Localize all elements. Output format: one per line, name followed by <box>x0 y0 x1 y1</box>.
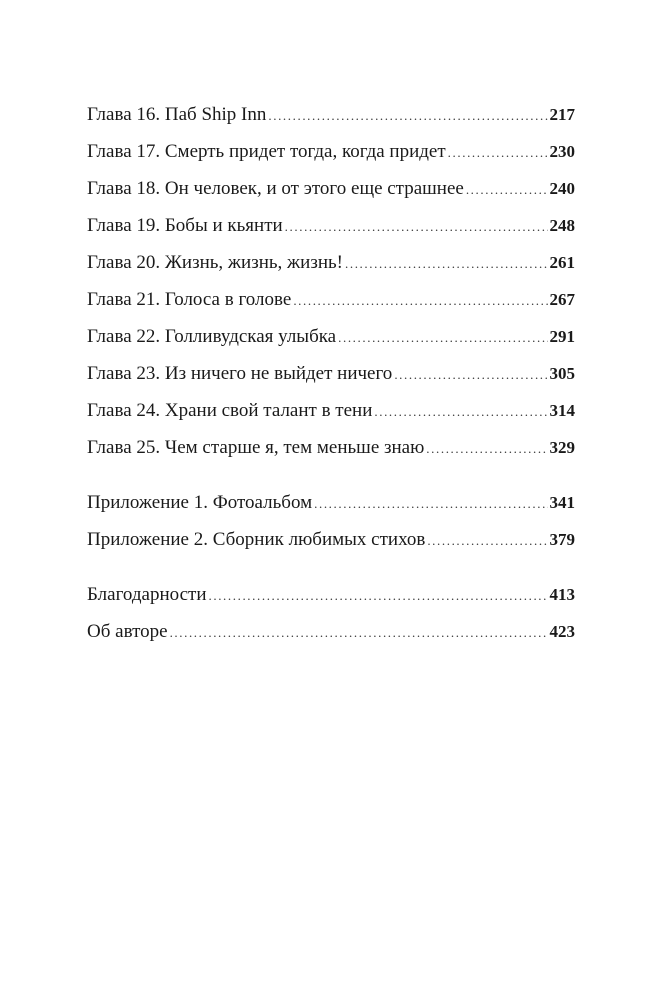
toc-entry-title: Благодарности <box>87 584 207 605</box>
dot-leader <box>345 245 548 282</box>
dot-leader <box>426 430 547 467</box>
toc-entry-title: Глава 24. Храни свой талант в тени <box>87 400 373 421</box>
dot-leader <box>374 393 547 430</box>
toc-entry-page: 261 <box>549 253 575 272</box>
toc-entry-title: Глава 21. Голоса в голове <box>87 289 292 310</box>
appendices-group <box>87 484 575 558</box>
toc-entry-chapter-24 <box>87 392 575 429</box>
toc-entry-chapter-21 <box>87 281 575 318</box>
toc-entry-title: Глава 20. Жизнь, жизнь, жизнь! <box>87 252 343 273</box>
toc-entry-page: 291 <box>549 327 575 346</box>
toc-entry-title: Глава 25. Чем старше я, тем меньше знаю <box>87 437 425 458</box>
toc-entry-page: 341 <box>549 493 575 512</box>
toc-entry-chapter-20 <box>87 244 575 281</box>
toc-entry-page: 267 <box>549 290 575 309</box>
toc-entry-appendix-1 <box>87 484 575 521</box>
toc-entry-title: Глава 18. Он человек, и от этого еще страшнее <box>87 178 464 199</box>
backmatter-group <box>87 576 575 650</box>
dot-leader <box>338 319 547 356</box>
toc-entry-title: Приложение 2. Сборник любимых стихов <box>87 529 426 550</box>
toc-entry-title: Глава 19. Бобы и кьянти <box>87 215 283 236</box>
toc-entry-page: 314 <box>549 401 575 420</box>
toc-entry-chapter-25 <box>87 429 575 466</box>
toc-entry-about-author <box>87 613 575 650</box>
toc-entry-page: 379 <box>549 530 575 549</box>
dot-leader <box>170 614 548 651</box>
dot-leader <box>209 577 548 614</box>
dot-leader <box>466 171 548 208</box>
toc-entry-title: Глава 23. Из ничего не выйдет ничего <box>87 363 393 384</box>
dot-leader <box>427 522 547 559</box>
toc-entry-page: 329 <box>549 438 575 457</box>
toc-entry-chapter-22 <box>87 318 575 355</box>
toc-entry-chapter-17 <box>87 133 575 170</box>
toc-entry-page: 240 <box>549 179 575 198</box>
toc-entry-title: Глава 16. Паб Ship Inn <box>87 104 267 125</box>
dot-leader <box>285 208 548 245</box>
toc-entry-chapter-19 <box>87 207 575 244</box>
toc-entry-chapter-16 <box>87 96 575 133</box>
toc-entry-title: Глава 22. Голливудская улыбка <box>87 326 337 347</box>
toc-entry-page: 423 <box>549 622 575 641</box>
dot-leader <box>293 282 547 319</box>
toc-entry-page: 217 <box>549 105 575 124</box>
toc-entry-title: Приложение 1. Фотоальбом <box>87 492 313 513</box>
toc-entry-chapter-18 <box>87 170 575 207</box>
dot-leader <box>448 134 548 171</box>
toc-entry-page: 230 <box>549 142 575 161</box>
dot-leader <box>394 356 547 393</box>
dot-leader <box>314 485 547 522</box>
toc-entry-page: 305 <box>549 364 575 383</box>
toc-entry-page: 248 <box>549 216 575 235</box>
toc-entry-appendix-2 <box>87 521 575 558</box>
chapters-group <box>87 96 575 466</box>
table-of-contents <box>87 96 575 650</box>
toc-entry-acknowledgements <box>87 576 575 613</box>
toc-entry-chapter-23 <box>87 355 575 392</box>
toc-entry-title: Глава 17. Смерть придет тогда, когда придет <box>87 141 446 162</box>
dot-leader <box>268 97 547 134</box>
toc-entry-title: Об авторе <box>87 621 168 642</box>
toc-entry-page: 413 <box>549 585 575 604</box>
